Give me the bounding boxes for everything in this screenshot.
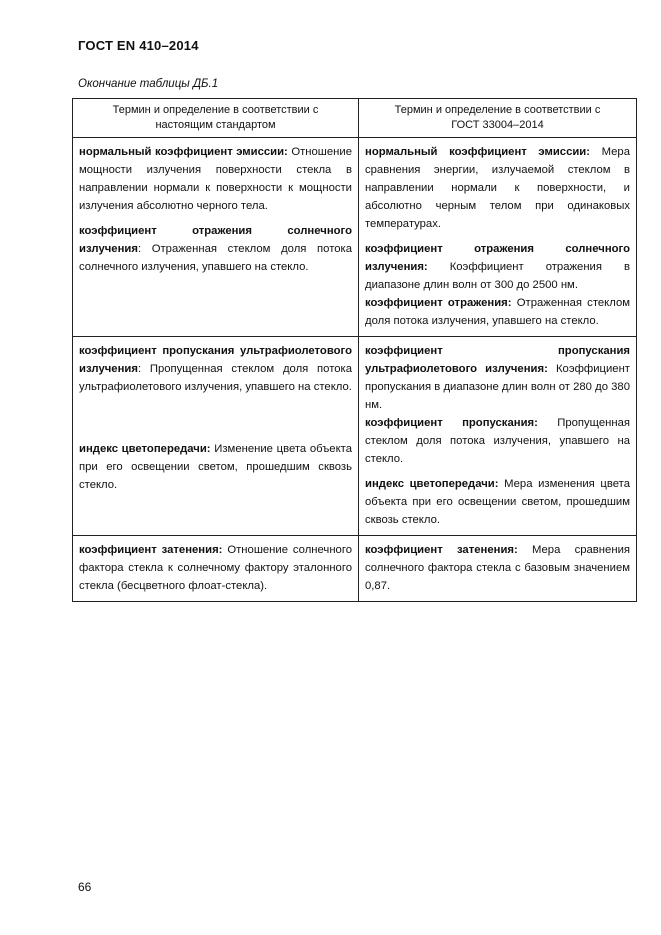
column-header-line: Термин и определение в соответствии с — [112, 104, 319, 116]
term-definition: Пропущенная стеклом доля потока излучения, упавшего на стекло. — [365, 417, 630, 465]
term-name: коэффициент затенения: — [365, 544, 518, 556]
term-name: коэффициент отражения солнечного излучения: — [365, 243, 630, 273]
term-definition: Мера изменения цвета объекта при его освещении светом, прошедшим сквозь стекло. — [365, 478, 630, 526]
term-definition: Отношение мощности излучения поверхности стекла в направлении нормали к поверхности к мощности излучения абсолютно черного тела. — [79, 146, 352, 212]
term-definition: Коэффициент отражения в диапазоне длин волн от 300 до 2500 нм. — [365, 261, 630, 291]
cell-gost-33004 — [359, 536, 637, 602]
term-name: коэффициент отражения солнечного излучения — [79, 225, 352, 255]
term-entry — [79, 143, 352, 215]
table-caption: Окончание таблицы ДБ.1 — [78, 78, 219, 90]
column-header-gost-33004 — [359, 99, 637, 138]
term-name: коэффициент пропускания ультрафиолетового излучения: — [365, 345, 630, 375]
terms-comparison-table — [72, 98, 637, 602]
term-name: коэффициент отражения: — [365, 297, 512, 309]
table-row — [73, 337, 637, 536]
cell-gost-33004 — [359, 337, 637, 536]
table-row — [73, 536, 637, 602]
term-name: коэффициент пропускания ультрафиолетового излучения — [79, 345, 352, 375]
term-name: коэффициент затенения: — [79, 544, 223, 556]
term-definition: Отраженная стеклом доля потока излучения, упавшего на стекло. — [365, 297, 630, 327]
term-entry — [365, 342, 630, 414]
term-name: нормальный коэффициент эмиссии: — [365, 146, 591, 158]
column-header-line: настоящим стандартом — [155, 119, 276, 131]
term-entry — [365, 294, 630, 330]
cell-current-standard — [73, 536, 359, 602]
cell-gost-33004 — [359, 138, 637, 337]
term-name: индекс цветопередачи: — [79, 443, 211, 455]
term-name: нормальный коэффициент эмиссии: — [79, 146, 288, 158]
term-name: индекс цветопередачи: — [365, 478, 499, 490]
column-header-line: Термин и определение в соответствии с — [394, 104, 601, 116]
column-header-current-standard — [73, 99, 359, 138]
term-entry — [79, 342, 352, 396]
term-definition: : Пропущенная стеклом доля потока ультрафиолетового излучения, упавшего на стекло. — [79, 363, 352, 393]
term-definition: Изменение цвета объекта при его освещении светом, прошедшим сквозь стекло. — [79, 443, 352, 491]
cell-current-standard — [73, 337, 359, 536]
term-entry — [79, 222, 352, 276]
term-entry — [365, 541, 630, 595]
table-header-row — [73, 99, 637, 138]
term-entry — [365, 240, 630, 294]
table-row — [73, 138, 637, 337]
term-definition: Коэффициент пропускания в диапазоне длин волн от 280 до 380 нм. — [365, 363, 630, 411]
column-header-line: ГОСТ 33004–2014 — [451, 119, 544, 131]
term-definition: Мера сравнения энергии, излучаемой стеклом в направлении нормали к поверхности, и абсолютно черным телом при одинаковых температурах. — [365, 146, 630, 230]
page-number: 66 — [78, 880, 92, 894]
term-name: коэффициент пропускания: — [365, 417, 538, 429]
cell-current-standard — [73, 138, 359, 337]
term-definition: Отношение солнечного фактора стекла к солнечному фактору эталонного стекла (бесцветного флоат-стекла). — [79, 544, 352, 592]
term-definition: : Отраженная стеклом доля потока солнечного излучения, упавшего на стекло. — [79, 243, 352, 273]
term-entry — [79, 440, 352, 494]
term-entry — [365, 475, 630, 529]
term-definition: Мера сравнения солнечного фактора стекла с базовым значением 0,87. — [365, 544, 630, 592]
term-entry — [365, 414, 630, 468]
document-standard-header: ГОСТ EN 410–2014 — [78, 38, 199, 53]
term-entry — [365, 143, 630, 233]
term-entry — [79, 541, 352, 595]
